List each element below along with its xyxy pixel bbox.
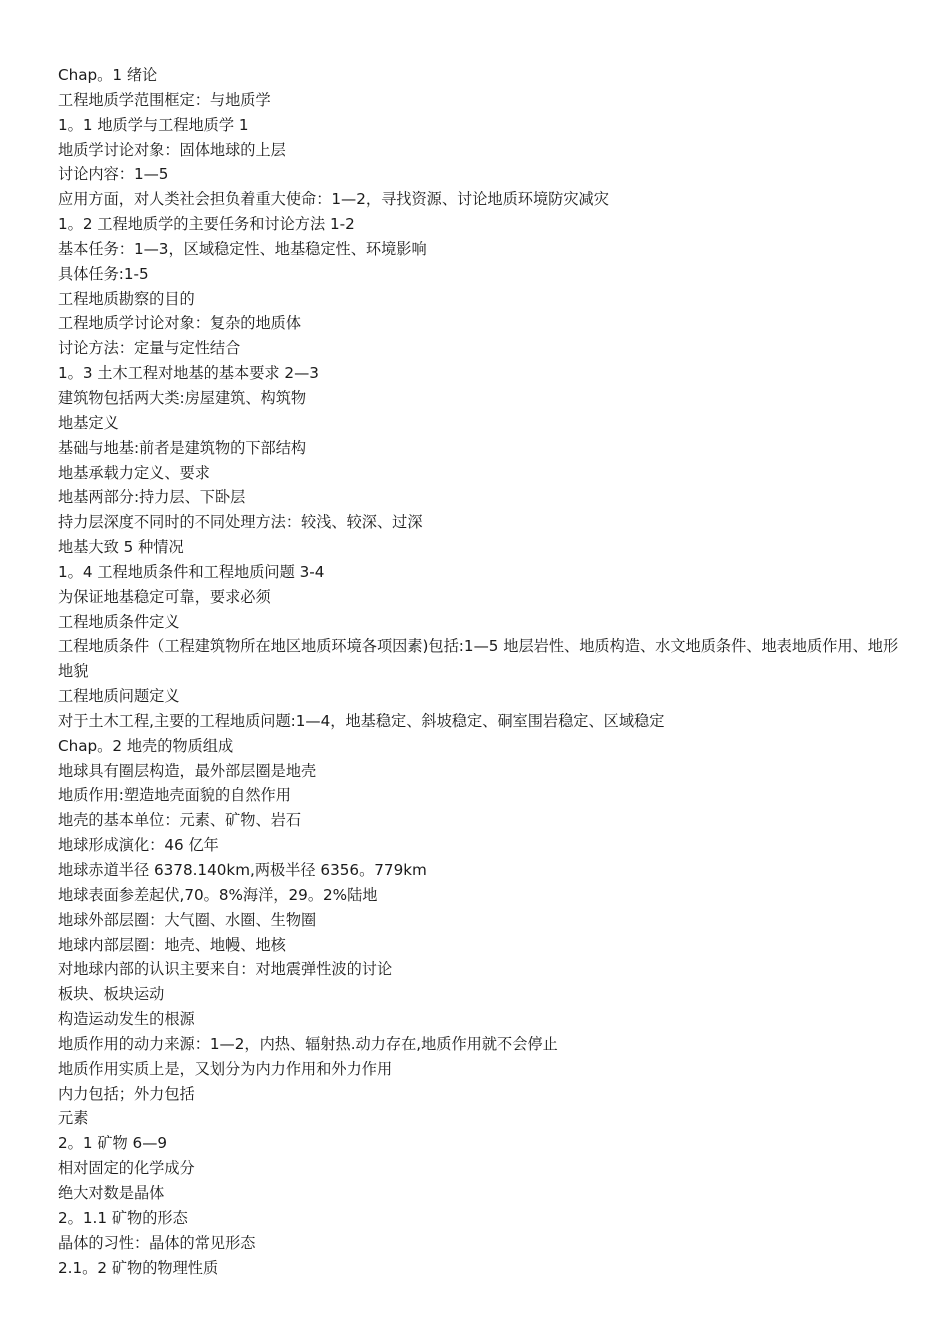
- text-line: 相对固定的化学成分: [58, 1159, 195, 1178]
- text-line: 讨论方法：定量与定性结合: [58, 339, 241, 358]
- text-line: 地基承载力定义、要求: [58, 463, 210, 482]
- text-line: 地球赤道半径 6378.140km,两极半径 6356。779km: [58, 861, 427, 879]
- text-line: 应用方面，对人类社会担负着重大使命：1—2，寻找资源、讨论地质环境防灾减灾: [58, 190, 609, 209]
- text-line: 持力层深度不同时的不同处理方法：较浅、较深、过深: [58, 513, 423, 532]
- text-line: 地壳的基本单位：元素、矿物、岩石: [58, 811, 301, 830]
- text-line: 对于土木工程,主要的工程地质问题:1—4，地基稳定、斜坡稳定、硐室围岩稳定、区域稳定: [58, 711, 665, 730]
- text-line: 地质作用的动力来源：1—2，内热、辐射热.动力存在,地质作用就不会停止: [58, 1034, 558, 1053]
- text-line: 地基两部分:持力层、下卧层: [58, 488, 246, 507]
- text-line: 讨论内容：1—5: [58, 165, 169, 184]
- text-line: 元素: [58, 1109, 89, 1128]
- text-line: 晶体的习性：晶体的常见形态: [58, 1233, 256, 1252]
- text-line: 建筑物包括两大类:房屋建筑、构筑物: [58, 388, 307, 407]
- text-line: 基本任务：1—3，区域稳定性、地基稳定性、环境影响: [58, 239, 427, 258]
- text-line: 地球形成演化：46 亿年: [58, 836, 219, 855]
- text-line: 1。3 土木工程对地基的基本要求 2—3: [58, 364, 319, 383]
- text-line: 工程地质勘察的目的: [58, 289, 195, 308]
- text-line: 地质作用实质上是，又划分为内力作用和外力作用: [58, 1059, 393, 1078]
- text-line: 2。1.1 矿物的形态: [58, 1208, 188, 1227]
- text-line: 工程地质问题定义: [58, 687, 180, 706]
- text-line: 地基大致 5 种情况: [58, 538, 184, 557]
- text-line: 构造运动发生的根源: [58, 1010, 195, 1029]
- text-line: 地质作用:塑造地壳面貌的自然作用: [58, 786, 291, 805]
- text-line: 2。1 矿物 6—9: [58, 1134, 168, 1153]
- document-page: [58, 63, 908, 1280]
- text-line: 地质学讨论对象：固体地球的上层: [58, 140, 286, 159]
- text-line: 工程地质学讨论对象：复杂的地质体: [58, 314, 301, 333]
- text-line: 绝大对数是晶体: [58, 1183, 165, 1202]
- text-line: 板块、板块运动: [58, 985, 165, 1004]
- text-line: 地球表面参差起伏,70。8%海洋，29。2%陆地: [58, 885, 378, 904]
- text-line: Chap。1 绪论: [58, 66, 158, 84]
- text-line: 对地球内部的认识主要来自：对地震弹性波的讨论: [58, 960, 393, 979]
- text-line: 内力包括；外力包括: [58, 1084, 195, 1103]
- text-line: 1。4 工程地质条件和工程地质问题 3-4: [58, 562, 325, 581]
- text-line: 1。1 地质学与工程地质学 1: [58, 115, 249, 134]
- text-line: 基础与地基:前者是建筑物的下部结构: [58, 438, 307, 457]
- text-line: 为保证地基稳定可靠，要求必须: [58, 587, 271, 606]
- text-line: 工程地质条件（工程建筑物所在地区地质环境各项因素)包括:1—5 地层岩性、地质构造、水文地质条件、地表地质作用、地形地貌: [58, 637, 899, 681]
- text-line: 地球内部层圈：地壳、地幔、地核: [58, 935, 286, 954]
- text-line: 2.1。2 矿物的物理性质: [58, 1258, 219, 1277]
- text-line: 地基定义: [58, 413, 119, 432]
- text-line: 具体任务:1-5: [58, 264, 149, 283]
- text-line: 工程地质条件定义: [58, 612, 180, 631]
- text-line: Chap。2 地壳的物质组成: [58, 736, 234, 755]
- text-line: 工程地质学范围框定：与地质学: [58, 90, 271, 109]
- text-line: 地球具有圈层构造，最外部层圈是地壳: [58, 761, 317, 780]
- text-line: 地球外部层圈：大气圈、水圈、生物圈: [58, 910, 317, 929]
- text-line: 1。2 工程地质学的主要任务和讨论方法 1-2: [58, 215, 355, 234]
